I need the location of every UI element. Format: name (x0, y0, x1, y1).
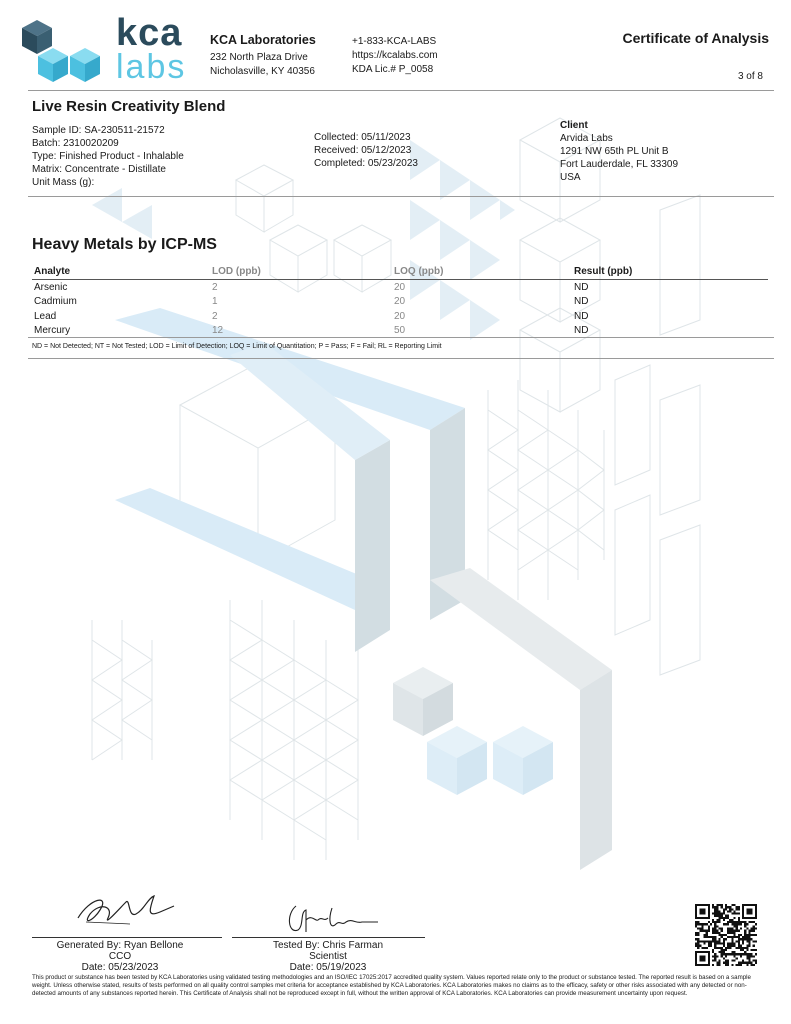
page-number: 3 of 8 (737, 71, 763, 82)
column-header-analyte: Analyte (32, 265, 210, 280)
loq-cell: 20 (394, 310, 406, 322)
analyte-cell: Arsenic (34, 281, 68, 293)
tested-role: Scientist (309, 951, 347, 962)
lab-contact (352, 35, 438, 77)
generated-by-block (32, 940, 208, 973)
qr-code-icon[interactable] (695, 904, 757, 966)
document-title: Certificate of Analysis (622, 30, 769, 46)
table-header-row (32, 265, 768, 280)
column-header-lod: LOD (ppb) (210, 265, 392, 280)
generated-role: CCO (108, 951, 132, 962)
table-row (32, 280, 768, 295)
lab-website[interactable]: https://kcalabs.com (352, 50, 438, 61)
lab-address-line2: Nicholasville, KY 40356 (210, 66, 315, 77)
client-country: USA (560, 172, 581, 183)
sample-dates (314, 131, 418, 170)
client-block (560, 119, 678, 184)
client-address1: 1291 NW 65th PL Unit B (560, 146, 669, 157)
kca-logo-icon (20, 18, 104, 84)
header-divider (28, 90, 774, 91)
analyte-cell: Mercury (34, 325, 71, 337)
product-name: Live Resin Creativity Blend (32, 98, 226, 115)
result-cell: ND (574, 296, 589, 308)
loq-cell: 20 (394, 281, 406, 293)
lab-address-line1: 232 North Plaza Drive (210, 52, 308, 63)
loq-cell: 50 (394, 325, 406, 337)
unit-mass: Unit Mass (g): (32, 177, 95, 188)
details-divider (28, 196, 774, 197)
tested-by-block (240, 940, 416, 973)
table-row (32, 324, 768, 339)
lab-license: KDA Lic.# P_0058 (352, 64, 434, 75)
lod-cell: 2 (212, 281, 218, 293)
sample-id: Sample ID: SA-230511-21572 (32, 125, 165, 136)
legend-divider (28, 358, 774, 359)
lab-address (210, 51, 315, 79)
table-row (32, 295, 768, 310)
product-type: Type: Finished Product - Inhalable (32, 151, 184, 162)
loq-cell: 20 (394, 296, 406, 308)
lod-cell: 12 (212, 325, 224, 337)
lod-cell: 1 (212, 296, 218, 308)
analyte-cell: Lead (34, 310, 57, 322)
result-cell: ND (574, 281, 589, 293)
analyte-cell: Cadmium (34, 296, 77, 308)
heavy-metals-table (32, 265, 768, 338)
client-address2: Fort Lauderdale, FL 33309 (560, 159, 679, 170)
signature-chris-farman-icon (282, 900, 382, 940)
lab-phone: +1-833-KCA-LABS (352, 36, 437, 47)
logo-wordmark-kca: kca (116, 12, 183, 54)
signature-line-generated (32, 937, 222, 938)
column-header-result: Result (ppb) (572, 265, 768, 280)
tested-date: Date: 05/19/2023 (289, 962, 367, 973)
batch: Batch: 2310020209 (32, 138, 119, 149)
abbreviation-legend: ND = Not Detected; NT = Not Tested; LOD = Limit of Detection; LOQ = Limit of Quantitation; P = Pass; F = Fail; RL = Reporting Limit (32, 343, 442, 350)
lod-cell: 2 (212, 310, 218, 322)
matrix: Matrix: Concentrate - Distillate (32, 164, 166, 175)
lab-name: KCA Laboratories (210, 33, 316, 47)
received-date: Received: 05/12/2023 (314, 145, 412, 156)
result-cell: ND (574, 310, 589, 322)
completed-date: Completed: 05/23/2023 (314, 158, 418, 169)
table-row (32, 309, 768, 324)
signature-line-tested (232, 937, 425, 938)
client-label: Client (560, 120, 588, 131)
disclaimer: This product or substance has been tested by KCA Laboratories using validated testing methodologies and an ISO/IEC 17025:2017 accredited quality system. Values reported relate only to the product or substance tested. The reported result is based on a sample weight. Unless otherwise stated, results of tests performed on all quality control samples met criteria for acceptance established by KCA Laboratories. KCA Laboratories makes no claims as to the efficacy, safety or other risks associated with any detected or non-detected amounts of any substances reported herein. This Certificate of Analysis shall not be reproduced except in full, without the written approval of KCA Laboratories. KCA Laboratories can provide measurement uncertainty upon request. (32, 974, 751, 997)
generated-date: Date: 05/23/2023 (81, 962, 159, 973)
tested-by: Tested By: Chris Farman (272, 940, 384, 951)
signature-ryan-bellone-icon (70, 888, 180, 936)
logo-wordmark-labs: labs (116, 48, 187, 86)
column-header-loq: LOQ (ppb) (392, 265, 572, 280)
section-title: Heavy Metals by ICP-MS (32, 236, 217, 253)
client-name: Arvida Labs (560, 133, 613, 144)
sample-details (32, 124, 184, 189)
result-cell: ND (574, 325, 589, 337)
generated-by: Generated By: Ryan Bellone (56, 940, 184, 951)
table-divider (28, 337, 774, 338)
collected-date: Collected: 05/11/2023 (314, 132, 411, 143)
